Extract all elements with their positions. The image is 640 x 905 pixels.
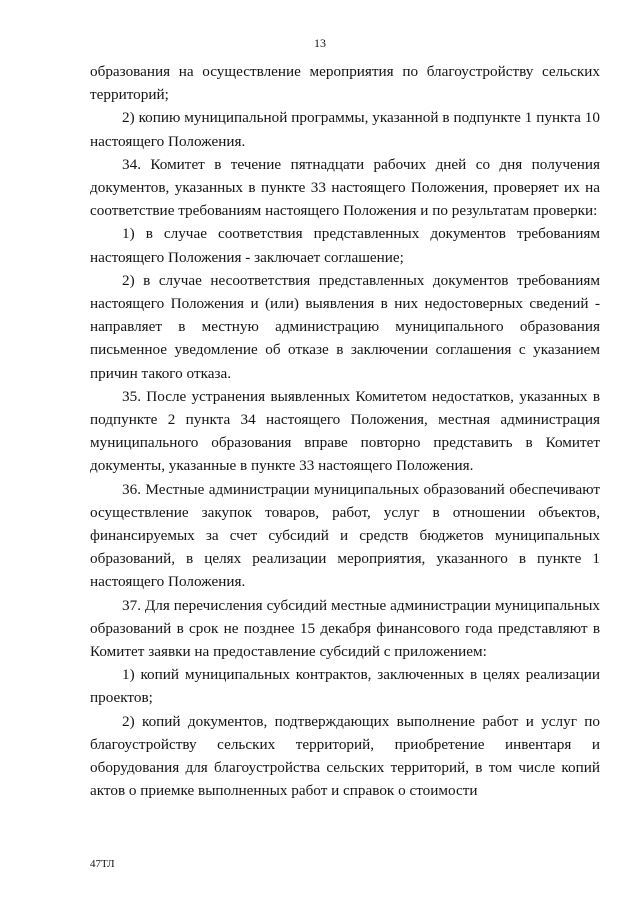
paragraph-35: 35. После устранения выявленных Комитетом недостатков, указанных в подпункте 2 пункта 34 настоящего Положения, местная администрация муниципального образования вправе повторно представить в Комитет документы, указанные в пункте 33 настоящего Положения. [90, 387, 600, 475]
paragraph-continuation: образования на осуществление мероприятия по благоустройству сельских территорий; [90, 63, 600, 104]
paragraph-37-item-1: 1) копий муниципальных контрактов, заключенных в целях реализации проектов; [90, 666, 600, 707]
paragraph-34-item-2: 2) в случае несоответствия представленных документов требованиям настоящего Положения и (или) выявления в них недостоверных сведений - направляет в местную администрацию муниципального образования письменное уведомление об отказе в заключении соглашения с указанием причин такого отказа. [90, 271, 600, 382]
page-number: 13 [314, 36, 326, 50]
paragraph-34: 34. Комитет в течение пятнадцати рабочих дней со дня получения документов, указанных в пункте 33 настоящего Положения, проверяет их на соответствие требованиям настоящего Положения и по результатам проверки: [90, 155, 600, 220]
document-code: 47ТЛ [90, 858, 115, 870]
paragraph-33-item-2: 2) копию муниципальной программы, указанной в подпункте 1 пункта 10 настоящего Положения. [90, 109, 600, 150]
document-body [90, 60, 600, 803]
paragraph-37: 37. Для перечисления субсидий местные администрации муниципальных образований в срок не позднее 15 декабря финансового года представляют в Комитет заявки на предоставление субсидий с приложением: [90, 596, 600, 661]
paragraph-36: 36. Местные администрации муниципальных образований обеспечивают осуществление закупок товаров, работ, услуг в отношении объектов, финансируемых за счет субсидий и средств бюджетов муниципальных образований, в целях реализации мероприятия, указанного в пункте 1 настоящего Положения. [90, 480, 600, 591]
paragraph-37-item-2: 2) копий документов, подтверждающих выполнение работ и услуг по благоустройству сельских территорий, приобретение инвентаря и оборудования для благоустройства сельских территорий, в том числе копий актов о приемке выполненных работ и справок о стоимости [90, 712, 600, 800]
paragraph-34-item-1: 1) в случае соответствия представленных документов требованиям настоящего Положения - заключает соглашение; [90, 225, 600, 266]
